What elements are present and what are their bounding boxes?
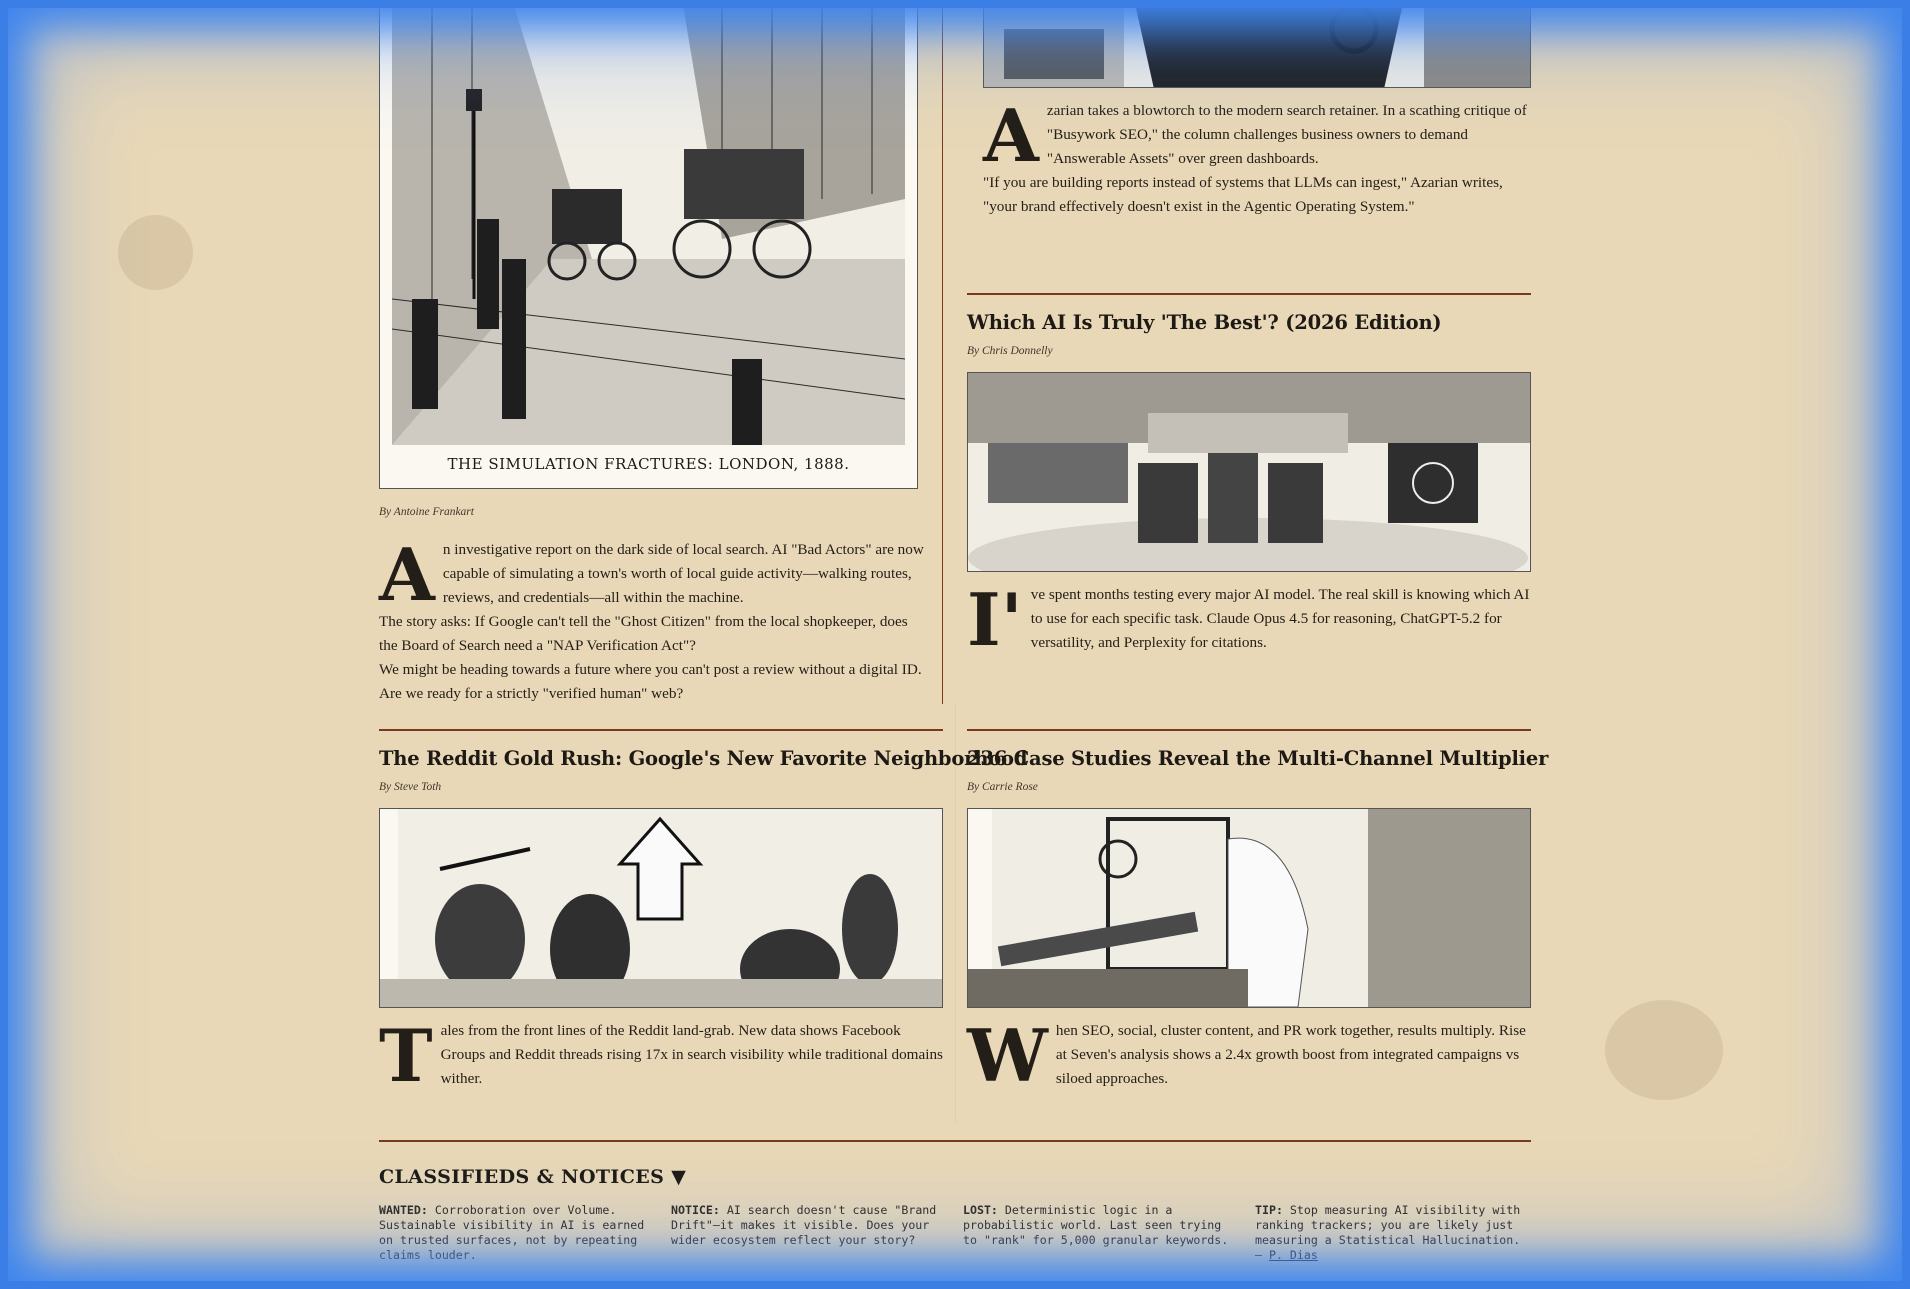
notice-label: LOST: [963, 1203, 998, 1217]
best-ai-headline[interactable]: Which AI Is Truly 'The Best'? (2026 Edition) [967, 311, 1442, 334]
author-link[interactable]: P. Dias [1268, 1248, 1318, 1262]
simulation-byline: By Antoine Frankart [379, 506, 474, 518]
reddit-body [379, 1013, 943, 1098]
simulation-body [379, 532, 927, 706]
robot-arena-illustration [968, 373, 1530, 571]
case-studies-paragraph-1: hen SEO, social, cluster content, and PR work together, results multiply. Rise at Seven's analysis shows a 2.4x growth boost from integrated campaigns vs siloed approaches. [1055, 1022, 1526, 1087]
waterwheel-illustration [968, 809, 1530, 1007]
simulation-paragraph-1: n investigative report on the dark side of local search. AI "Bad Actors" are now capable of simulating a town's worth of local guide activity—walking routes, reviews, and credentials—all within the machine. [442, 541, 924, 606]
notice-text: Corroboration over Volume. Sustainable visibility in AI is earned on trusted surfaces, not by repeating claims louder. [379, 1203, 645, 1262]
gold-rush-illustration-frame [379, 808, 943, 1008]
section-rule [379, 729, 943, 731]
coffee-stain-right [1605, 1000, 1723, 1100]
case-studies-byline: By Carrie Rose [967, 781, 1038, 793]
notice-notice [671, 1203, 943, 1248]
column-divider [942, 0, 943, 704]
notice-label: WANTED: [379, 1203, 428, 1217]
simulation-paragraph-2: The story asks: If Google can't tell the "Ghost Citizen" from the local shopkeeper, does the Board of Search need a "NAP Verification Act"? [379, 613, 908, 654]
reddit-headline[interactable]: The Reddit Gold Rush: Google's New Favorite Neighborhood [379, 747, 1028, 770]
section-rule [967, 729, 1531, 731]
robot-illustration-frame [967, 372, 1531, 572]
drop-cap: A [379, 532, 435, 617]
notice-label: TIP: [1255, 1203, 1283, 1217]
notice-text: Stop measuring AI visibility with ranking trackers; you are likely just measuring a Statistical Hallucination. – [1255, 1203, 1521, 1262]
best-ai-paragraph-1: ve spent months testing every major AI model. The real skill is knowing which AI to use for each specific task. Claude Opus 4.5 for reasoning, ChatGPT-5.2 for versatility, and Perplexity for citations. [1030, 586, 1530, 651]
simulation-paragraph-3: We might be heading towards a future where you can't post a review without a digital ID. Are we ready for a strictly "verified human" web? [379, 661, 922, 702]
best-ai-byline: By Chris Donnelly [967, 345, 1053, 357]
notice-tip [1255, 1203, 1527, 1263]
case-studies-headline[interactable]: 236 Case Studies Reveal the Multi-Channel Multiplier [967, 747, 1549, 770]
notice-wanted [379, 1203, 651, 1263]
azarian-paragraph-2: "If you are building reports instead of systems that LLMs can ingest," Azarian writes, "your brand effectively doesn't exist in the Agentic Operating System." [983, 174, 1503, 215]
reddit-paragraph-1: ales from the front lines of the Reddit land-grab. New data shows Facebook Groups and Reddit threads rising 17x in search visibility while traditional domains wither. [440, 1022, 943, 1087]
azarian-paragraph-1: zarian takes a blowtorch to the modern search retainer. In a scathing critique of "Busywork SEO," the column challenges business owners to demand "Answerable Assets" over green dashboards. [1046, 102, 1527, 167]
best-ai-body [967, 577, 1531, 662]
investigator-illustration [984, 0, 1531, 88]
azarian-illustration-frame [983, 0, 1531, 88]
section-rule [967, 293, 1531, 295]
classifieds-rule [379, 1140, 1531, 1142]
illustration-caption: THE SIMULATION FRACTURES: LONDON, 1888. [447, 455, 850, 473]
simulation-illustration-frame [379, 0, 918, 489]
notice-label: NOTICE: [671, 1203, 720, 1217]
waterwheel-illustration-frame [967, 808, 1531, 1008]
classifieds-toggle[interactable]: CLASSIFIEDS & NOTICES ▼ [379, 1166, 687, 1188]
drop-cap: T [379, 1013, 433, 1098]
drop-cap: A [983, 93, 1039, 178]
coffee-stain-left [118, 215, 193, 290]
azarian-body [983, 93, 1531, 219]
notice-text: Deterministic logic in a probabilistic world. Last seen trying to "rank" for 5,000 granular keywords. [963, 1203, 1229, 1247]
notice-text: AI search doesn't cause "Brand Drift"—it makes it visible. Does your wider ecosystem reflect your story? [671, 1203, 937, 1247]
drop-cap: W [967, 1013, 1048, 1098]
reddit-byline: By Steve Toth [379, 781, 442, 793]
case-studies-body [967, 1013, 1531, 1098]
gold-rush-illustration [380, 809, 942, 1007]
notice-lost [963, 1203, 1235, 1248]
newspaper-page [379, 0, 1549, 1289]
drop-cap: I' [967, 577, 1023, 662]
london-street-illustration [392, 0, 905, 445]
